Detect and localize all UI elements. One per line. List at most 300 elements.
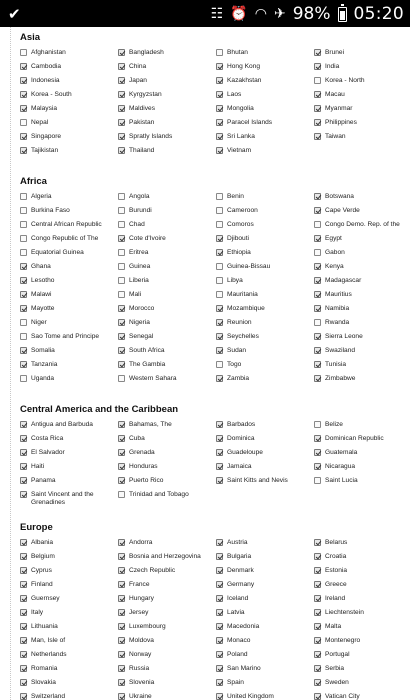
country-option[interactable]: [20, 291, 118, 305]
checkbox-checked[interactable]: [314, 361, 321, 368]
checkbox-unchecked[interactable]: [314, 221, 321, 228]
country-option[interactable]: [314, 105, 406, 119]
checkbox-checked[interactable]: [216, 147, 223, 154]
checkbox-checked[interactable]: [314, 449, 321, 456]
country-option[interactable]: [314, 91, 406, 105]
checkbox-unchecked[interactable]: [216, 207, 223, 214]
checkbox-checked[interactable]: [314, 347, 321, 354]
checkbox-checked[interactable]: [314, 235, 321, 242]
country-option[interactable]: [20, 347, 118, 361]
checkbox-unchecked[interactable]: [314, 477, 321, 484]
checkbox-checked[interactable]: [20, 581, 27, 588]
checkbox-checked[interactable]: [216, 595, 223, 602]
country-option[interactable]: [314, 595, 406, 609]
checkbox-checked[interactable]: [118, 77, 125, 84]
country-option[interactable]: [118, 221, 216, 235]
checkbox-checked[interactable]: [118, 539, 125, 546]
checkbox-checked[interactable]: [216, 91, 223, 98]
country-option[interactable]: [216, 147, 314, 161]
country-option[interactable]: [118, 361, 216, 375]
country-option[interactable]: [216, 333, 314, 347]
checkbox-checked[interactable]: [118, 567, 125, 574]
checkbox-unchecked[interactable]: [216, 291, 223, 298]
country-option[interactable]: [118, 77, 216, 91]
country-option[interactable]: [314, 421, 406, 435]
checkbox-unchecked[interactable]: [118, 491, 125, 498]
country-option[interactable]: [216, 63, 314, 77]
checkbox-checked[interactable]: [216, 581, 223, 588]
checkbox-checked[interactable]: [20, 435, 27, 442]
country-option[interactable]: [20, 651, 118, 665]
checkbox-checked[interactable]: [118, 623, 125, 630]
checkbox-checked[interactable]: [20, 263, 27, 270]
country-option[interactable]: [216, 463, 314, 477]
country-option[interactable]: [20, 491, 118, 507]
country-option[interactable]: [216, 595, 314, 609]
checkbox-unchecked[interactable]: [20, 235, 27, 242]
checkbox-unchecked[interactable]: [20, 375, 27, 382]
checkbox-checked[interactable]: [216, 679, 223, 686]
checkbox-checked[interactable]: [314, 665, 321, 672]
country-option[interactable]: [20, 263, 118, 277]
checkbox-checked[interactable]: [314, 193, 321, 200]
checkbox-checked[interactable]: [216, 477, 223, 484]
country-option[interactable]: [118, 623, 216, 637]
country-option[interactable]: [118, 595, 216, 609]
country-option[interactable]: [20, 477, 118, 491]
country-option[interactable]: [314, 651, 406, 665]
country-option[interactable]: [118, 421, 216, 435]
country-option[interactable]: [118, 133, 216, 147]
checkbox-checked[interactable]: [314, 291, 321, 298]
country-option[interactable]: [20, 539, 118, 553]
country-option[interactable]: [20, 463, 118, 477]
country-option[interactable]: [20, 277, 118, 291]
country-option[interactable]: [20, 567, 118, 581]
checkbox-checked[interactable]: [20, 449, 27, 456]
country-option[interactable]: [118, 491, 216, 507]
country-option[interactable]: [118, 249, 216, 263]
country-option[interactable]: [314, 693, 406, 700]
country-option[interactable]: [314, 477, 406, 491]
country-option[interactable]: [314, 319, 406, 333]
checkbox-checked[interactable]: [118, 435, 125, 442]
country-option[interactable]: [118, 207, 216, 221]
checkbox-unchecked[interactable]: [20, 207, 27, 214]
country-option[interactable]: [20, 105, 118, 119]
checkbox-checked[interactable]: [20, 305, 27, 312]
checkbox-checked[interactable]: [20, 665, 27, 672]
country-option[interactable]: [216, 49, 314, 63]
country-option[interactable]: [314, 63, 406, 77]
checkbox-checked[interactable]: [20, 147, 27, 154]
checkbox-checked[interactable]: [216, 63, 223, 70]
country-option[interactable]: [314, 333, 406, 347]
checkbox-checked[interactable]: [216, 567, 223, 574]
checkbox-checked[interactable]: [118, 449, 125, 456]
country-option[interactable]: [118, 147, 216, 161]
checkbox-unchecked[interactable]: [118, 277, 125, 284]
country-option[interactable]: [216, 693, 314, 700]
country-option[interactable]: [314, 435, 406, 449]
checkbox-checked[interactable]: [216, 553, 223, 560]
checkbox-checked[interactable]: [216, 133, 223, 140]
country-option[interactable]: [216, 477, 314, 491]
country-option[interactable]: [118, 235, 216, 249]
country-option[interactable]: [118, 263, 216, 277]
country-option[interactable]: [216, 119, 314, 133]
checkbox-checked[interactable]: [118, 235, 125, 242]
checkbox-checked[interactable]: [118, 595, 125, 602]
country-option[interactable]: [118, 119, 216, 133]
country-option[interactable]: [216, 347, 314, 361]
country-option[interactable]: [20, 49, 118, 63]
country-option[interactable]: [216, 77, 314, 91]
country-option[interactable]: [118, 539, 216, 553]
country-option[interactable]: [314, 679, 406, 693]
country-option[interactable]: [20, 679, 118, 693]
checkbox-checked[interactable]: [20, 651, 27, 658]
checkbox-unchecked[interactable]: [118, 249, 125, 256]
country-option[interactable]: [20, 207, 118, 221]
country-option[interactable]: [20, 63, 118, 77]
country-option[interactable]: [314, 291, 406, 305]
checkbox-checked[interactable]: [216, 319, 223, 326]
country-option[interactable]: [216, 305, 314, 319]
checkbox-unchecked[interactable]: [20, 249, 27, 256]
country-option[interactable]: [118, 63, 216, 77]
checkbox-unchecked[interactable]: [216, 361, 223, 368]
checkbox-checked[interactable]: [314, 623, 321, 630]
country-option[interactable]: [20, 435, 118, 449]
country-option[interactable]: [118, 105, 216, 119]
checkbox-checked[interactable]: [314, 49, 321, 56]
checkbox-checked[interactable]: [20, 91, 27, 98]
checkbox-checked[interactable]: [20, 679, 27, 686]
country-option[interactable]: [216, 277, 314, 291]
checkbox-checked[interactable]: [216, 347, 223, 354]
checkbox-checked[interactable]: [118, 553, 125, 560]
country-option[interactable]: [314, 193, 406, 207]
checkbox-unchecked[interactable]: [20, 49, 27, 56]
checkbox-unchecked[interactable]: [118, 263, 125, 270]
checkbox-checked[interactable]: [216, 623, 223, 630]
checkbox-checked[interactable]: [216, 333, 223, 340]
checkbox-unchecked[interactable]: [216, 277, 223, 284]
checkbox-checked[interactable]: [216, 235, 223, 242]
checkbox-unchecked[interactable]: [216, 49, 223, 56]
checkbox-checked[interactable]: [314, 91, 321, 98]
country-option[interactable]: [20, 693, 118, 700]
country-option[interactable]: [118, 553, 216, 567]
checkbox-checked[interactable]: [314, 63, 321, 70]
country-option[interactable]: [216, 637, 314, 651]
checkbox-checked[interactable]: [314, 277, 321, 284]
country-option[interactable]: [216, 539, 314, 553]
country-option[interactable]: [314, 119, 406, 133]
checkbox-unchecked[interactable]: [314, 421, 321, 428]
country-option[interactable]: [314, 375, 406, 389]
checkbox-checked[interactable]: [118, 347, 125, 354]
checkbox-unchecked[interactable]: [20, 221, 27, 228]
country-option[interactable]: [314, 539, 406, 553]
checkbox-checked[interactable]: [314, 375, 321, 382]
checkbox-checked[interactable]: [216, 435, 223, 442]
checkbox-checked[interactable]: [118, 651, 125, 658]
checkbox-checked[interactable]: [118, 91, 125, 98]
checkbox-unchecked[interactable]: [314, 319, 321, 326]
country-option[interactable]: [118, 651, 216, 665]
checkbox-checked[interactable]: [118, 133, 125, 140]
checkbox-checked[interactable]: [20, 463, 27, 470]
country-option[interactable]: [314, 133, 406, 147]
checkbox-checked[interactable]: [216, 421, 223, 428]
checkbox-checked[interactable]: [118, 693, 125, 700]
country-option[interactable]: [216, 249, 314, 263]
country-option[interactable]: [118, 277, 216, 291]
checkbox-unchecked[interactable]: [20, 319, 27, 326]
country-option[interactable]: [20, 235, 118, 249]
checkbox-checked[interactable]: [118, 581, 125, 588]
country-option[interactable]: [216, 105, 314, 119]
country-option[interactable]: [216, 567, 314, 581]
country-option[interactable]: [118, 319, 216, 333]
checkbox-checked[interactable]: [216, 693, 223, 700]
checkbox-checked[interactable]: [20, 77, 27, 84]
checkbox-checked[interactable]: [216, 105, 223, 112]
checkbox-checked[interactable]: [118, 421, 125, 428]
checkbox-checked[interactable]: [118, 609, 125, 616]
country-option[interactable]: [216, 263, 314, 277]
country-option[interactable]: [20, 449, 118, 463]
country-option[interactable]: [314, 623, 406, 637]
country-option[interactable]: [20, 609, 118, 623]
country-option[interactable]: [118, 477, 216, 491]
checkbox-checked[interactable]: [314, 435, 321, 442]
checkbox-checked[interactable]: [216, 665, 223, 672]
country-option[interactable]: [20, 319, 118, 333]
checkbox-checked[interactable]: [118, 477, 125, 484]
checkbox-checked[interactable]: [216, 651, 223, 658]
checkbox-checked[interactable]: [20, 421, 27, 428]
checkbox-checked[interactable]: [314, 133, 321, 140]
checkbox-checked[interactable]: [216, 463, 223, 470]
checkbox-checked[interactable]: [20, 693, 27, 700]
country-option[interactable]: [118, 581, 216, 595]
country-option[interactable]: [20, 361, 118, 375]
checkbox-checked[interactable]: [20, 133, 27, 140]
country-option[interactable]: [314, 637, 406, 651]
checkbox-checked[interactable]: [20, 491, 27, 498]
checkbox-checked[interactable]: [20, 623, 27, 630]
checkbox-checked[interactable]: [314, 609, 321, 616]
checkbox-checked[interactable]: [118, 319, 125, 326]
checkbox-checked[interactable]: [216, 375, 223, 382]
country-option[interactable]: [314, 49, 406, 63]
country-option[interactable]: [216, 623, 314, 637]
checkbox-checked[interactable]: [216, 249, 223, 256]
checkbox-unchecked[interactable]: [20, 193, 27, 200]
country-option[interactable]: [216, 553, 314, 567]
country-option[interactable]: [20, 595, 118, 609]
checkbox-checked[interactable]: [20, 609, 27, 616]
country-option[interactable]: [118, 609, 216, 623]
checkbox-checked[interactable]: [20, 347, 27, 354]
checkbox-checked[interactable]: [314, 595, 321, 602]
checkbox-checked[interactable]: [314, 305, 321, 312]
country-option[interactable]: [314, 77, 406, 91]
country-option[interactable]: [216, 291, 314, 305]
country-option[interactable]: [216, 361, 314, 375]
checkbox-unchecked[interactable]: [20, 333, 27, 340]
checkbox-checked[interactable]: [216, 119, 223, 126]
country-option[interactable]: [20, 553, 118, 567]
country-option[interactable]: [216, 221, 314, 235]
checkbox-unchecked[interactable]: [216, 193, 223, 200]
country-option[interactable]: [216, 665, 314, 679]
country-option[interactable]: [314, 263, 406, 277]
checkbox-checked[interactable]: [20, 277, 27, 284]
checkbox-checked[interactable]: [118, 63, 125, 70]
checkbox-checked[interactable]: [314, 263, 321, 270]
checkbox-checked[interactable]: [216, 609, 223, 616]
checkbox-checked[interactable]: [20, 637, 27, 644]
checkbox-checked[interactable]: [20, 595, 27, 602]
country-option[interactable]: [118, 49, 216, 63]
country-option[interactable]: [314, 665, 406, 679]
checkbox-checked[interactable]: [118, 49, 125, 56]
checkbox-unchecked[interactable]: [20, 119, 27, 126]
country-option[interactable]: [118, 449, 216, 463]
checkbox-unchecked[interactable]: [314, 249, 321, 256]
checkbox-checked[interactable]: [118, 665, 125, 672]
country-option[interactable]: [118, 193, 216, 207]
checkbox-unchecked[interactable]: [118, 207, 125, 214]
country-option[interactable]: [118, 375, 216, 389]
country-option[interactable]: [314, 305, 406, 319]
checkbox-checked[interactable]: [20, 477, 27, 484]
country-option[interactable]: [314, 609, 406, 623]
checkbox-unchecked[interactable]: [216, 263, 223, 270]
checkbox-checked[interactable]: [20, 567, 27, 574]
country-option[interactable]: [314, 567, 406, 581]
country-option[interactable]: [216, 651, 314, 665]
country-option[interactable]: [216, 133, 314, 147]
country-option[interactable]: [20, 375, 118, 389]
checkbox-unchecked[interactable]: [118, 193, 125, 200]
country-option[interactable]: [118, 693, 216, 700]
country-option[interactable]: [20, 421, 118, 435]
checkbox-checked[interactable]: [216, 449, 223, 456]
checkbox-checked[interactable]: [118, 147, 125, 154]
country-option[interactable]: [216, 679, 314, 693]
checkbox-unchecked[interactable]: [118, 375, 125, 382]
country-option[interactable]: [216, 435, 314, 449]
country-option[interactable]: [20, 333, 118, 347]
country-option[interactable]: [20, 637, 118, 651]
country-option[interactable]: [20, 581, 118, 595]
country-option[interactable]: [118, 333, 216, 347]
country-option[interactable]: [216, 207, 314, 221]
checkbox-checked[interactable]: [314, 567, 321, 574]
country-option[interactable]: [118, 291, 216, 305]
country-option[interactable]: [20, 193, 118, 207]
country-option[interactable]: [118, 567, 216, 581]
checkbox-checked[interactable]: [314, 679, 321, 686]
checkbox-checked[interactable]: [20, 553, 27, 560]
checkbox-checked[interactable]: [118, 679, 125, 686]
checkbox-checked[interactable]: [20, 105, 27, 112]
checkbox-checked[interactable]: [314, 207, 321, 214]
checkbox-checked[interactable]: [20, 291, 27, 298]
checkbox-checked[interactable]: [314, 333, 321, 340]
country-option[interactable]: [216, 319, 314, 333]
checkbox-unchecked[interactable]: [314, 77, 321, 84]
country-option[interactable]: [314, 277, 406, 291]
checkbox-checked[interactable]: [314, 553, 321, 560]
checkbox-unchecked[interactable]: [216, 221, 223, 228]
country-option[interactable]: [118, 305, 216, 319]
checkbox-checked[interactable]: [216, 77, 223, 84]
country-option[interactable]: [314, 361, 406, 375]
checkbox-checked[interactable]: [118, 333, 125, 340]
country-option[interactable]: [314, 221, 406, 235]
country-option[interactable]: [216, 609, 314, 623]
checkbox-checked[interactable]: [118, 105, 125, 112]
country-option[interactable]: [118, 637, 216, 651]
country-option[interactable]: [216, 235, 314, 249]
checkbox-checked[interactable]: [118, 463, 125, 470]
country-option[interactable]: [216, 421, 314, 435]
country-option[interactable]: [118, 463, 216, 477]
country-option[interactable]: [20, 221, 118, 235]
checkbox-checked[interactable]: [20, 361, 27, 368]
country-option[interactable]: [20, 119, 118, 133]
country-option[interactable]: [118, 91, 216, 105]
country-option[interactable]: [118, 435, 216, 449]
country-option[interactable]: [20, 305, 118, 319]
country-option[interactable]: [216, 375, 314, 389]
country-option[interactable]: [314, 235, 406, 249]
checkbox-checked[interactable]: [20, 539, 27, 546]
country-option[interactable]: [20, 91, 118, 105]
country-option[interactable]: [216, 581, 314, 595]
country-option[interactable]: [20, 133, 118, 147]
country-option[interactable]: [20, 665, 118, 679]
country-option[interactable]: [20, 147, 118, 161]
country-option[interactable]: [314, 463, 406, 477]
checkbox-unchecked[interactable]: [118, 221, 125, 228]
checkbox-checked[interactable]: [314, 105, 321, 112]
checkbox-unchecked[interactable]: [118, 291, 125, 298]
country-option[interactable]: [20, 249, 118, 263]
checkbox-checked[interactable]: [314, 693, 321, 700]
checkbox-checked[interactable]: [118, 119, 125, 126]
checkbox-checked[interactable]: [20, 63, 27, 70]
checkbox-checked[interactable]: [118, 305, 125, 312]
country-option[interactable]: [216, 91, 314, 105]
country-option[interactable]: [118, 347, 216, 361]
country-option[interactable]: [314, 207, 406, 221]
country-option[interactable]: [216, 193, 314, 207]
checkbox-checked[interactable]: [118, 361, 125, 368]
checkbox-checked[interactable]: [314, 651, 321, 658]
checkbox-checked[interactable]: [314, 539, 321, 546]
checkbox-checked[interactable]: [216, 305, 223, 312]
country-option[interactable]: [314, 449, 406, 463]
checkbox-checked[interactable]: [314, 119, 321, 126]
checkbox-checked[interactable]: [314, 581, 321, 588]
